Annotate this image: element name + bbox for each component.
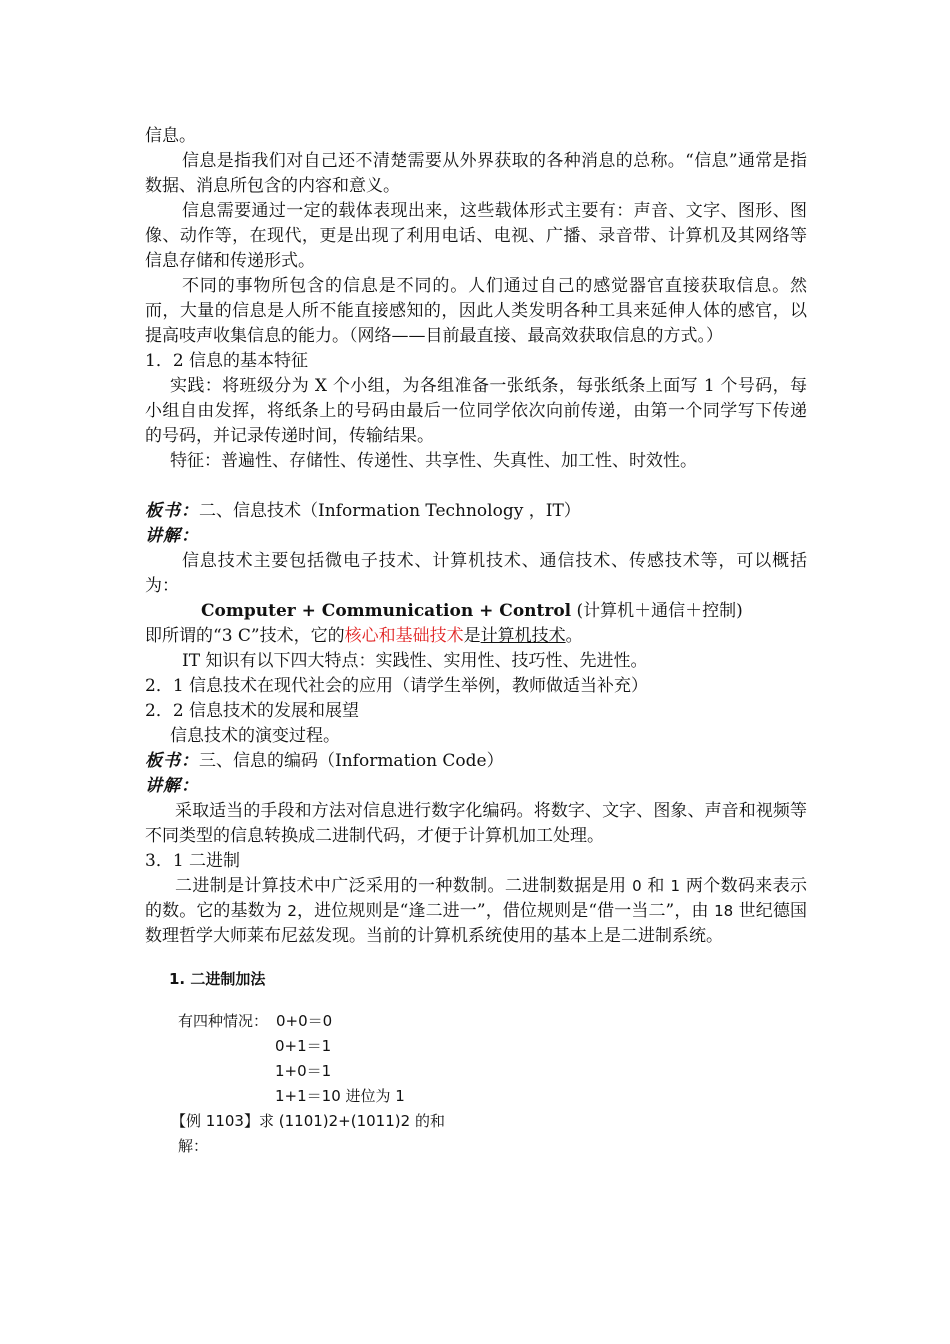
paragraph-xinxi-end: 信息。 [145, 126, 196, 146]
digit-zero: 0 [632, 877, 642, 895]
heading-2-2: 2．2 信息技术的发展和展望 [145, 701, 360, 721]
addition-rule-1 [178, 1009, 807, 1034]
carry-digit: 1 [395, 1087, 405, 1105]
addition-rule-2: 0+1＝1 [275, 1037, 332, 1055]
paragraph-it-features: IT 知识有以下四大特点：实践性、实用性、技巧性、先进性。 [182, 651, 648, 671]
carry-text: 进位为 [340, 1087, 396, 1105]
paragraph-encode: 采取适当的手段和方法对信息进行数字化编码。将数字、文字、图象、声音和视频等不同类型的信息转换成二进制代码，才便于计算机加工处理。 [145, 801, 807, 846]
text-bin-b: 和 [641, 876, 671, 896]
board-line-2 [145, 749, 807, 774]
spacer [145, 474, 807, 499]
paragraph-it-main: 信息技术主要包括微电子技术、计算机技术、通信技术、传感技术等，可以概括为： [145, 551, 807, 596]
heading-3-1: 3．1 二进制 [145, 851, 241, 871]
board-text: 三、信息的编码（Information Code） [199, 751, 504, 771]
example-expression: (1101)2+(1011)2 [278, 1112, 411, 1130]
explain-label: 讲解： [145, 526, 199, 546]
addition-rule-4 [178, 1084, 807, 1109]
underline-computer-tech: 计算机技术 [480, 626, 566, 646]
addition-rules [145, 1009, 807, 1109]
heading-1-2: 1．2 信息的基本特征 [145, 351, 309, 371]
text-bin-e: 世纪德国数理哲学大师莱布尼兹发现。当前的计算机系统使用的基本上是二进制系统。 [145, 901, 808, 946]
example-ask: 】求 [243, 1112, 279, 1130]
example-sum: 的和 [410, 1112, 445, 1130]
paragraph-evolve: 信息技术的演变过程。 [170, 726, 340, 746]
text-bin-c: 两个数码来表示的数。它的基数为 [145, 876, 808, 921]
number-18: 18 [714, 902, 734, 920]
rule-0-plus-0: 0+0＝0 [276, 1012, 333, 1030]
text-3c-a: 即所谓的“3 C”技术，它的 [145, 626, 345, 646]
board-label: 板书： [145, 501, 199, 521]
paragraph-binary [145, 874, 807, 949]
explain-label: 讲解： [145, 776, 199, 796]
digit-one: 1 [670, 877, 681, 895]
text-3c-b: 是 [463, 626, 481, 646]
board-line-1 [145, 499, 807, 524]
paragraph-practice: 实践：将班级分为 X 个小组，为各组准备一张纸条，每张纸条上面写 1 个号码，每小组自由发挥，将纸条上的号码由最后一位同学依次向前传递，由第一个同学写下传递的号码，并记录传递时间，传输结果。 [145, 376, 807, 446]
paragraph-carrier: 信息需要通过一定的载体表现出来，这些载体形式主要有：声音、文字、图形、图像、动作等，在现代，更是出现了利用电话、电视、广播、录音带、计算机及其网络等信息存储和传递形式。 [145, 201, 807, 271]
addition-rule-3: 1+0＝1 [275, 1062, 332, 1080]
paragraph-features: 特征：普遍性、存储性、传递性、共享性、失真性、加工性、时效性。 [170, 451, 697, 471]
example-1103 [145, 1109, 807, 1134]
text-3c-c: 。 [565, 626, 583, 646]
explain-line-2 [145, 774, 807, 799]
text-bin-d: ，进位规则是“逢二进一”，借位规则是“借一当二”，由 [296, 901, 715, 921]
rule-1-plus-1: 1+1＝10 [275, 1087, 341, 1105]
addition-intro: 有四种情况： [178, 1012, 269, 1030]
board-label: 板书： [145, 751, 199, 771]
formula-bold: Computer + Communication + Control [201, 601, 572, 621]
explain-line-1 [145, 524, 807, 549]
paragraph-definition: 信息是指我们对自己还不清楚需要从外界获取的各种消息的总称。“信息”通常是指数据、消息所包含的内容和意义。 [145, 151, 807, 196]
board-text: 二、信息技术（Information Technology ，IT） [199, 501, 581, 521]
digit-two: 2 [287, 902, 297, 920]
paragraph-senses: 不同的事物所包含的信息是不同的。人们通过自己的感觉器官直接获取信息。然而，大量的信息是人所不能直接感知的，因此人类发明各种工具来延伸人体的感官，以提高吱声收集信息的能力。（网络——目前最直接、最高效获取信息的方式。） [145, 276, 807, 346]
example-open: 【例 [171, 1112, 206, 1130]
paragraph-3c [145, 624, 807, 649]
subheading-binary-addition: 1. 二进制加法 [169, 970, 266, 988]
solution-label: 解： [178, 1137, 209, 1155]
formula-rest: (计算机＋通信＋控制) [571, 601, 743, 621]
example-number: 1103 [205, 1112, 244, 1130]
highlight-core-tech: 核心和基础技术 [344, 626, 464, 646]
formula-3c [145, 599, 807, 624]
heading-2-1: 2．1 信息技术在现代社会的应用（请学生举例，教师做适当补充） [145, 676, 649, 696]
document-body [145, 124, 807, 1159]
text-bin-a: 二进制是计算技术中广泛采用的一种数制。二进制数据是用 [175, 876, 633, 896]
